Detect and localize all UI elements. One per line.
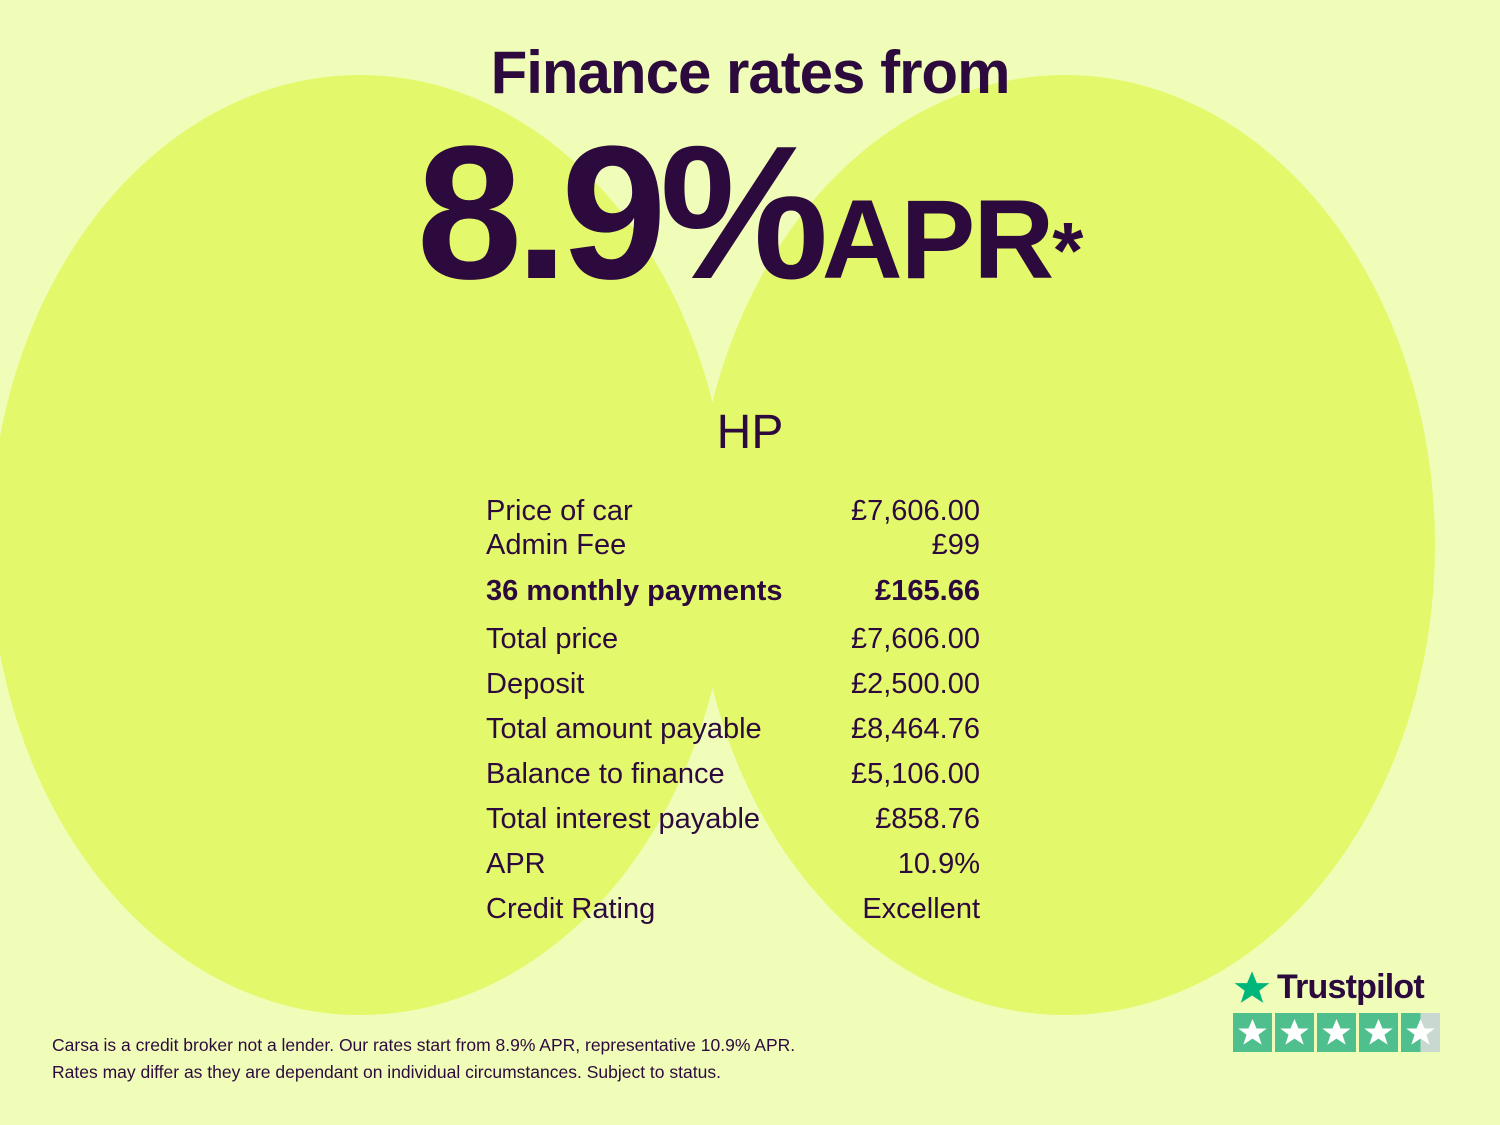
row-value: £5,106.00 (850, 758, 980, 790)
apr-headline (0, 107, 1500, 319)
finance-plan-title: HP (716, 406, 784, 459)
star-icon (1233, 969, 1271, 1007)
star-icon (1233, 1013, 1272, 1052)
row-value: £7,606.00 (850, 495, 980, 527)
table-row (486, 622, 980, 656)
row-value: £99 (931, 529, 980, 561)
row-value: £2,500.00 (850, 668, 980, 700)
row-label: Total amount payable (486, 713, 762, 745)
table-row-monthly-payments (486, 574, 980, 608)
row-value: £165.66 (875, 575, 980, 607)
row-label: Total interest payable (486, 803, 761, 835)
table-row (486, 847, 980, 881)
row-label: APR (486, 848, 546, 880)
apr-rate-value: 8.9% (416, 107, 822, 319)
table-row (486, 802, 980, 836)
table-row (486, 892, 980, 926)
row-label: Price of car (486, 495, 633, 527)
row-label: Admin Fee (486, 529, 627, 561)
disclaimer-line-1: Carsa is a credit broker not a lender. Our rates start from 8.9% APR, representative 10.9% APR. (52, 1035, 796, 1055)
trustpilot-wordmark (1233, 968, 1448, 1007)
row-label: Total price (486, 623, 619, 655)
row-value: Excellent (862, 893, 980, 925)
row-value: £858.76 (875, 803, 980, 835)
row-value: 10.9% (897, 848, 980, 880)
table-row (486, 494, 980, 528)
trustpilot-rating (1233, 968, 1448, 1052)
apr-label: APR (821, 177, 1053, 302)
row-value: £7,606.00 (850, 623, 980, 655)
disclaimer-line-2: Rates may differ as they are dependant on individual circumstances. Subject to status. (52, 1062, 721, 1082)
apr-asterisk: * (1052, 206, 1084, 295)
row-value: £8,464.76 (850, 713, 980, 745)
row-label: 36 monthly payments (486, 575, 783, 607)
table-row (486, 528, 980, 562)
star-icon (1317, 1013, 1356, 1052)
table-row (486, 667, 980, 701)
table-row (486, 757, 980, 791)
row-label: Deposit (486, 668, 585, 700)
disclaimer-text (52, 1032, 852, 1086)
star-icon (1275, 1013, 1314, 1052)
finance-breakdown-table (486, 494, 980, 937)
star-icon-half (1401, 1013, 1440, 1052)
page-title: Finance rates from (490, 39, 1010, 106)
star-icon (1359, 1013, 1398, 1052)
trustpilot-label: Trustpilot (1277, 968, 1424, 1006)
table-row (486, 712, 980, 746)
trustpilot-star-row (1233, 1013, 1448, 1052)
row-label: Credit Rating (486, 893, 656, 925)
row-label: Balance to finance (486, 758, 725, 790)
